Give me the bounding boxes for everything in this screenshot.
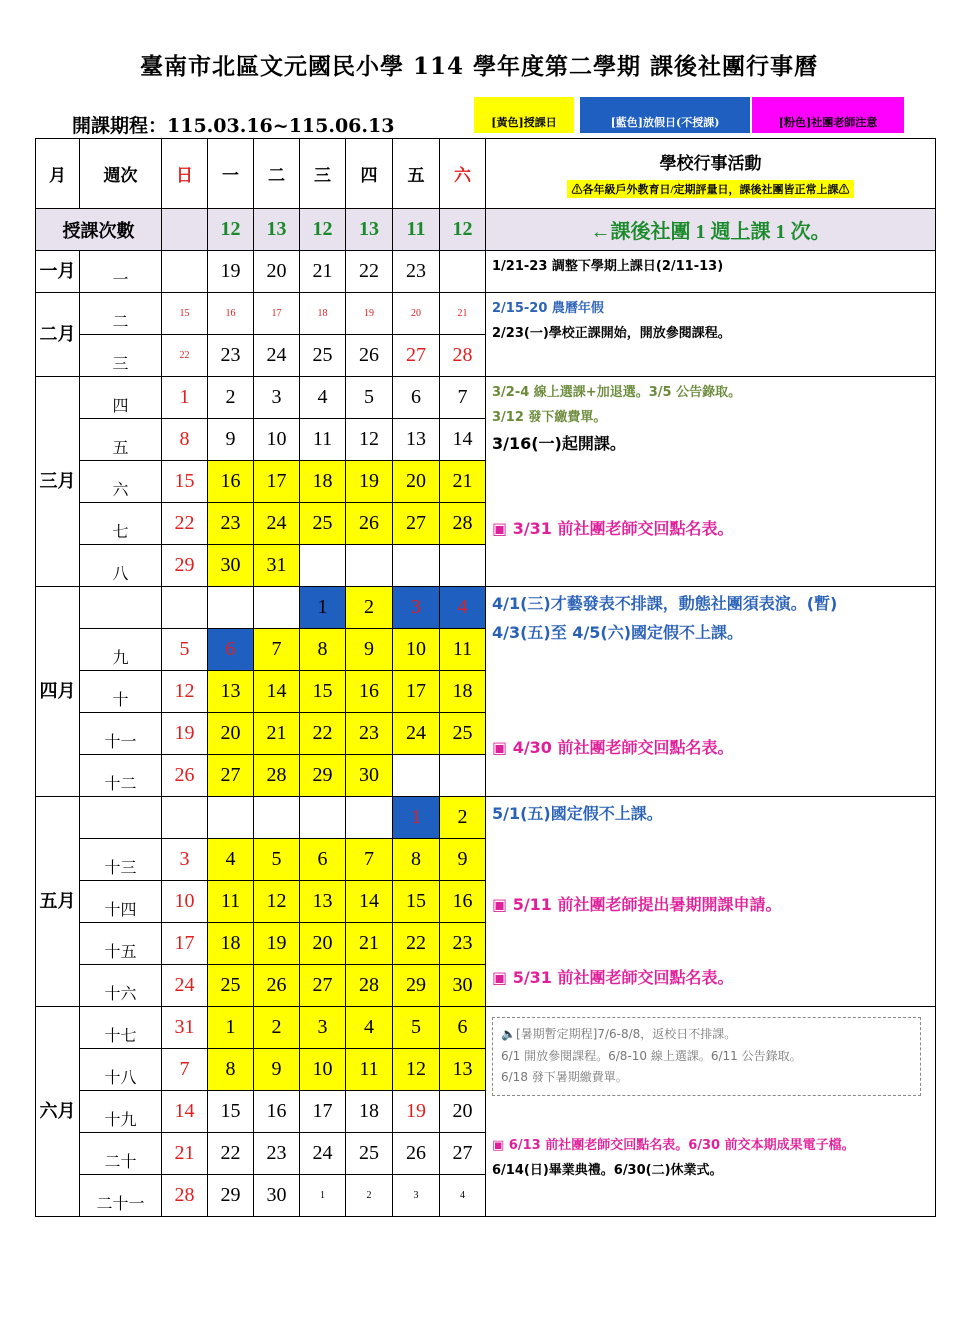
day-cell: 19 — [162, 713, 208, 755]
header-day: 一 — [208, 139, 254, 209]
day-cell: 2 — [346, 1175, 393, 1217]
day-cell: 16 — [346, 671, 393, 713]
day-cell: 12 — [254, 881, 300, 923]
activity-item: 3/12 發下繳費單。 — [492, 410, 607, 425]
day-cell: 28 — [346, 965, 393, 1007]
day-cell: 15 — [162, 293, 208, 335]
week-number: 十二 — [80, 755, 162, 797]
day-cell: 20 — [254, 251, 300, 293]
day-cell: 24 — [162, 965, 208, 1007]
activity-subtitle: ⚠各年級戶外教育日/定期評量日，課後社團皆正常上課⚠ — [567, 180, 853, 198]
month-label: 一月 — [36, 251, 80, 293]
week-number: 十五 — [80, 923, 162, 965]
day-cell: 27 — [208, 755, 254, 797]
day-cell: 17 — [162, 923, 208, 965]
legend-pink: [粉色]社團老師注意 — [752, 97, 904, 133]
header-day: 五 — [393, 139, 440, 209]
day-cell: 10 — [162, 881, 208, 923]
week-row — [36, 377, 936, 419]
day-cell: 27 — [393, 335, 440, 377]
day-cell: 22 — [162, 335, 208, 377]
week-row — [36, 797, 936, 839]
day-cell — [162, 251, 208, 293]
day-cell: 27 — [300, 965, 346, 1007]
day-cell: 4 — [300, 377, 346, 419]
day-cell: 15 — [393, 881, 440, 923]
day-cell: 7 — [254, 629, 300, 671]
day-cell: 24 — [254, 503, 300, 545]
activity-item: 3/2-4 線上選課+加退選。3/5 公告錄取。 — [492, 385, 742, 400]
day-cell: 1 — [208, 1007, 254, 1049]
day-cell: 23 — [254, 1133, 300, 1175]
day-cell: 25 — [208, 965, 254, 1007]
day-cell: 23 — [393, 251, 440, 293]
day-cell: 29 — [300, 755, 346, 797]
day-cell — [300, 797, 346, 839]
day-cell: 17 — [254, 461, 300, 503]
day-cell: 1 — [300, 587, 346, 629]
activity-may — [486, 797, 936, 1007]
day-cell: 21 — [440, 293, 486, 335]
day-cell: 25 — [440, 713, 486, 755]
day-cell: 26 — [393, 1133, 440, 1175]
day-cell: 24 — [300, 1133, 346, 1175]
day-cell: 2 — [346, 587, 393, 629]
activity-jun — [486, 1007, 936, 1217]
day-cell: 23 — [208, 335, 254, 377]
week-number: 六 — [80, 461, 162, 503]
day-cell: 11 — [300, 419, 346, 461]
day-cell: 8 — [162, 419, 208, 461]
week-row — [36, 1007, 936, 1049]
day-cell: 8 — [208, 1049, 254, 1091]
activity-item: ▣ 5/31 前社團老師交回點名表。 — [492, 968, 734, 987]
calendar-table — [35, 138, 936, 1217]
week-row — [36, 251, 936, 293]
day-cell: 21 — [162, 1133, 208, 1175]
day-cell: 12 — [346, 419, 393, 461]
activity-mar — [486, 377, 936, 587]
day-cell: 22 — [346, 251, 393, 293]
day-cell: 18 — [300, 461, 346, 503]
activity-jan: 1/21-23 調整下學期上課日(2/11-13) — [486, 251, 936, 293]
day-cell: 28 — [254, 755, 300, 797]
week-number: 三 — [80, 335, 162, 377]
count-cell: 12 — [440, 209, 486, 251]
activity-item: ▣ 5/11 前社團老師提出暑期開課申請。 — [492, 895, 782, 914]
day-cell: 14 — [254, 671, 300, 713]
header-day: 三 — [300, 139, 346, 209]
count-cell — [162, 209, 208, 251]
day-cell: 13 — [393, 419, 440, 461]
day-cell: 7 — [440, 377, 486, 419]
day-cell: 16 — [208, 293, 254, 335]
summer-note-line: 🔈[暑期暫定期程]7/6-8/8，返校日不排課。 — [501, 1027, 737, 1041]
month-label: 三月 — [36, 377, 80, 587]
day-cell: 31 — [254, 545, 300, 587]
week-number: 七 — [80, 503, 162, 545]
day-cell: 13 — [440, 1049, 486, 1091]
day-cell: 21 — [440, 461, 486, 503]
week-number: 九 — [80, 629, 162, 671]
day-cell: 9 — [440, 839, 486, 881]
header-day: 四 — [346, 139, 393, 209]
summer-note-line: 6/1 開放參閱課程。6/8-10 線上選課。6/11 公告錄取。 — [501, 1048, 802, 1063]
day-cell: 30 — [440, 965, 486, 1007]
day-cell: 10 — [393, 629, 440, 671]
day-cell — [393, 545, 440, 587]
day-cell: 8 — [393, 839, 440, 881]
day-cell: 8 — [300, 629, 346, 671]
week-number — [80, 587, 162, 629]
count-cell: 12 — [300, 209, 346, 251]
day-cell: 11 — [440, 629, 486, 671]
summer-note-box — [492, 1017, 921, 1096]
day-cell: 16 — [208, 461, 254, 503]
day-cell: 4 — [440, 1175, 486, 1217]
day-cell: 14 — [162, 1091, 208, 1133]
count-note: ←課後社團 1 週上課 1 次。 — [486, 209, 936, 251]
day-cell: 13 — [208, 671, 254, 713]
day-cell: 22 — [162, 503, 208, 545]
week-number: 二十 — [80, 1133, 162, 1175]
day-cell: 26 — [346, 503, 393, 545]
day-cell: 22 — [208, 1133, 254, 1175]
summer-note-line: 6/18 發下暑期繳費單。 — [501, 1070, 628, 1085]
day-cell: 27 — [440, 1133, 486, 1175]
day-cell: 14 — [440, 419, 486, 461]
day-cell: 5 — [162, 629, 208, 671]
week-number: 八 — [80, 545, 162, 587]
day-cell: 20 — [300, 923, 346, 965]
day-cell — [346, 545, 393, 587]
day-cell: 28 — [162, 1175, 208, 1217]
day-cell: 17 — [254, 293, 300, 335]
day-cell: 18 — [346, 1091, 393, 1133]
day-cell: 21 — [300, 251, 346, 293]
day-cell: 19 — [254, 923, 300, 965]
day-cell: 15 — [300, 671, 346, 713]
day-cell: 30 — [346, 755, 393, 797]
day-cell: 3 — [393, 587, 440, 629]
day-cell — [162, 587, 208, 629]
count-row — [36, 209, 936, 251]
legend-yellow: [黃色]授課日 — [474, 97, 574, 133]
day-cell: 5 — [346, 377, 393, 419]
day-cell — [393, 755, 440, 797]
day-cell: 1 — [162, 377, 208, 419]
day-cell: 28 — [440, 503, 486, 545]
day-cell — [440, 251, 486, 293]
count-cell: 12 — [208, 209, 254, 251]
day-cell: 3 — [254, 377, 300, 419]
day-cell: 23 — [440, 923, 486, 965]
day-cell: 27 — [393, 503, 440, 545]
header-day: 二 — [254, 139, 300, 209]
month-label: 四月 — [36, 587, 80, 797]
month-label: 二月 — [36, 293, 80, 377]
day-cell: 29 — [393, 965, 440, 1007]
week-number: 一 — [80, 251, 162, 293]
header-day: 六 — [440, 139, 486, 209]
day-cell: 24 — [393, 713, 440, 755]
day-cell: 20 — [440, 1091, 486, 1133]
day-cell: 18 — [300, 293, 346, 335]
day-cell: 2 — [208, 377, 254, 419]
day-cell: 13 — [300, 881, 346, 923]
header-week: 週次 — [80, 139, 162, 209]
day-cell: 19 — [346, 293, 393, 335]
day-cell: 25 — [346, 1133, 393, 1175]
day-cell: 7 — [162, 1049, 208, 1091]
day-cell: 31 — [162, 1007, 208, 1049]
day-cell: 6 — [208, 629, 254, 671]
day-cell: 12 — [162, 671, 208, 713]
count-cell: 13 — [346, 209, 393, 251]
day-cell: 15 — [208, 1091, 254, 1133]
day-cell: 14 — [346, 881, 393, 923]
day-cell: 9 — [208, 419, 254, 461]
count-cell: 13 — [254, 209, 300, 251]
day-cell: 21 — [346, 923, 393, 965]
day-cell: 20 — [393, 293, 440, 335]
day-cell: 4 — [346, 1007, 393, 1049]
week-number: 四 — [80, 377, 162, 419]
activity-item: ▣ 4/30 前社團老師交回點名表。 — [492, 738, 734, 757]
day-cell: 18 — [440, 671, 486, 713]
count-cell: 11 — [393, 209, 440, 251]
day-cell: 4 — [208, 839, 254, 881]
week-number: 十一 — [80, 713, 162, 755]
week-row — [36, 293, 936, 335]
week-row — [36, 587, 936, 629]
day-cell: 25 — [300, 503, 346, 545]
day-cell: 30 — [208, 545, 254, 587]
day-cell: 28 — [440, 335, 486, 377]
day-cell — [254, 797, 300, 839]
day-cell: 1 — [300, 1175, 346, 1217]
day-cell: 16 — [254, 1091, 300, 1133]
day-cell: 11 — [346, 1049, 393, 1091]
activity-item: 5/1(五)國定假不上課。 — [492, 804, 663, 823]
week-number: 十四 — [80, 881, 162, 923]
week-number: 十六 — [80, 965, 162, 1007]
day-cell: 6 — [393, 377, 440, 419]
day-cell — [208, 797, 254, 839]
day-cell: 20 — [393, 461, 440, 503]
day-cell: 22 — [393, 923, 440, 965]
activity-item: 4/3(五)至 4/5(六)國定假不上課。 — [492, 623, 744, 642]
activity-item: ▣ 6/13 前社團老師交回點名表。6/30 前交本期成果電子檔。 — [492, 1137, 855, 1153]
header-day: 日 — [162, 139, 208, 209]
page-title: 臺南市北區文元國民小學 114 學年度第二學期 課後社團行事曆 — [139, 53, 819, 80]
activity-title: 學校行事活動 — [659, 154, 762, 173]
activity-item: 4/1(三)才藝發表不排課，動態社團須表演。(暫) — [492, 594, 838, 613]
day-cell: 6 — [300, 839, 346, 881]
day-cell: 5 — [393, 1007, 440, 1049]
activity-feb — [486, 293, 936, 377]
day-cell: 21 — [254, 713, 300, 755]
activity-item: 6/14(日)畢業典禮。6/30(二)休業式。 — [492, 1162, 723, 1178]
day-cell: 19 — [393, 1091, 440, 1133]
day-cell: 25 — [300, 335, 346, 377]
day-cell: 2 — [254, 1007, 300, 1049]
day-cell: 30 — [254, 1175, 300, 1217]
header-month: 月 — [36, 139, 80, 209]
day-cell: 3 — [162, 839, 208, 881]
day-cell: 29 — [208, 1175, 254, 1217]
day-cell: 23 — [346, 713, 393, 755]
day-cell: 19 — [208, 251, 254, 293]
week-number: 五 — [80, 419, 162, 461]
legend-blue: [藍色]放假日(不授課) — [580, 97, 750, 133]
day-cell: 17 — [300, 1091, 346, 1133]
day-cell: 19 — [346, 461, 393, 503]
header-row — [36, 139, 936, 209]
day-cell: 11 — [208, 881, 254, 923]
day-cell — [346, 797, 393, 839]
week-number: 十八 — [80, 1049, 162, 1091]
day-cell: 23 — [208, 503, 254, 545]
month-label: 五月 — [36, 797, 80, 1007]
day-cell — [162, 797, 208, 839]
day-cell: 26 — [162, 755, 208, 797]
day-cell — [300, 545, 346, 587]
day-cell: 16 — [440, 881, 486, 923]
month-label: 六月 — [36, 1007, 80, 1217]
day-cell: 22 — [300, 713, 346, 755]
day-cell: 18 — [208, 923, 254, 965]
week-number — [80, 797, 162, 839]
activity-item: 2/15-20 農曆年假 — [492, 301, 604, 316]
activity-item: ▣ 3/31 前社團老師交回點名表。 — [492, 519, 734, 538]
day-cell: 26 — [346, 335, 393, 377]
day-cell: 3 — [300, 1007, 346, 1049]
activity-header — [486, 139, 936, 209]
day-cell: 9 — [254, 1049, 300, 1091]
day-cell: 24 — [254, 335, 300, 377]
day-cell — [440, 545, 486, 587]
day-cell — [440, 755, 486, 797]
week-number: 二 — [80, 293, 162, 335]
day-cell: 3 — [393, 1175, 440, 1217]
day-cell: 12 — [393, 1049, 440, 1091]
day-cell: 5 — [254, 839, 300, 881]
week-number: 十三 — [80, 839, 162, 881]
day-cell: 10 — [300, 1049, 346, 1091]
day-cell: 10 — [254, 419, 300, 461]
activity-item: 3/16(一)起開課。 — [492, 434, 626, 453]
day-cell: 6 — [440, 1007, 486, 1049]
day-cell: 2 — [440, 797, 486, 839]
day-cell — [254, 587, 300, 629]
day-cell: 29 — [162, 545, 208, 587]
week-number: 十七 — [80, 1007, 162, 1049]
day-cell: 20 — [208, 713, 254, 755]
day-cell: 9 — [346, 629, 393, 671]
day-cell: 1 — [393, 797, 440, 839]
day-cell — [208, 587, 254, 629]
course-period: 開課期程：115.03.16~115.06.13 — [72, 115, 395, 137]
day-cell: 7 — [346, 839, 393, 881]
count-label: 授課次數 — [36, 209, 162, 251]
day-cell: 4 — [440, 587, 486, 629]
day-cell: 26 — [254, 965, 300, 1007]
activity-item: 2/23(一)學校正課開始，開放參閱課程。 — [492, 326, 731, 341]
day-cell: 17 — [393, 671, 440, 713]
activity-apr — [486, 587, 936, 797]
day-cell: 15 — [162, 461, 208, 503]
week-number: 二十一 — [80, 1175, 162, 1217]
week-number: 十九 — [80, 1091, 162, 1133]
week-number: 十 — [80, 671, 162, 713]
